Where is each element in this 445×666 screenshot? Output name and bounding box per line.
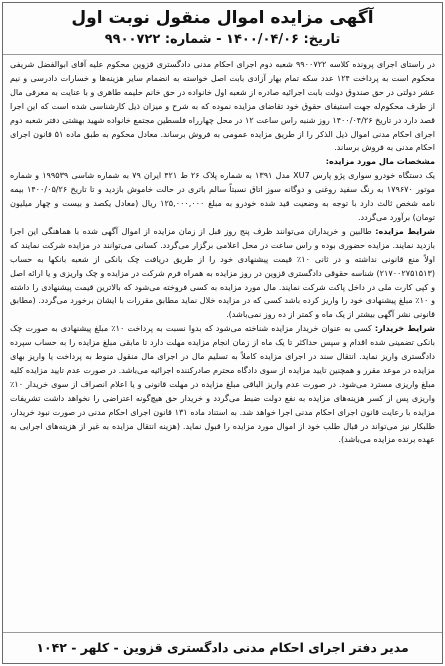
notice-footer-signature: مدیر دفتر اجرای احکام مدنی دادگستری قزوین - کلهر - ۱۰۴۲ [3, 632, 442, 663]
notice-title: آگهی مزایده اموال منقول نوبت اول [71, 8, 374, 28]
conditions-heading: شرایط مزایده: [375, 225, 436, 236]
buyer-text: کسی به عنوان خریدار مزایده شناخته می‌شود که بدوا نسبت به پرداخت ۱۰٪ مبلغ پیشنهادی به صورت چک بانکی تضمینی شده اقدام و سپس حداکثر تا یک ماه از زمان انجام مزایده مهلت دارد تا مابقی مبلغ مزایده را به حساب سپرده دادگستری واریز نماید. انتقال سند در اجرای مزایده کاملاً به تسلیم مال در اجرای مال منقول منوط به پرداخت یا واریز بهای مزایده در موعد مقرر و همچنین تایید مزایده از سوی دادگاه محترم صادرکننده اجرائیه می‌باشد. در صورت عدم تایید مزایده کلیه مبلغ واریزی مسترد می‌شود. در صورت عدم واریز الباقی مبلغ مزایده در مهلت قانونی و یا اعلام انصراف از سوی خریدار ۱۰٪ واریزی پس از کسر هزینه‌های مزایده به نفع دولت ضبط می‌گردد و خریدار حق هیچ‌گونه اعتراضی را نخواهد داشت تشریفات مزایده با رعایت قانون اجرای احکام مدنی اجرا خواهد شد. به استناد ماده ۱۳۱ قانون اجرای احکام مدنی در صورت نبود خریدار، طلبکار نیز می‌تواند در قبال طلب خود از اموال مورد مزایده را قبول نماید. (هزینه انتقال مزایده به غیر از هزینه‌های اجرایی به عهده برنده مزایده می‌باشد). [10, 323, 435, 445]
notice-body [3, 55, 442, 633]
buyer-paragraph [10, 322, 435, 447]
conditions-paragraph [10, 225, 435, 322]
notice-header [3, 3, 442, 55]
buyer-heading: شرایط خریدار: [374, 323, 435, 334]
property-paragraph: یک دستگاه خودرو سواری پژو پارس XU7 مدل ۱۳۹۱ به شماره پلاک ۲۶ ط ۴۲۱ ایران ۷۹ به شماره شاسی ۱۹۹۵۳۹ و شماره موتور ۱۷۹۶۷۰ به رنگ سفید روغنی و دوگانه سوز اتاق نسبتاً سالم باتری در حالت خاموش بازدید و تا تاریخ ۱۴۰۰/۰۵/۲۶ بیمه نامه شخص ثالث دارد با توجه به وضعیت قید شده خودرو به مبلغ ۱۲۵,۰۰۰,۰۰۰ ریال (معادل یکصد و بیست و چهار میلیون تومان) برآورد می‌گردد. [10, 170, 436, 222]
notice-page [2, 2, 443, 664]
property-heading: مشخصات مال مورد مزایده: [325, 156, 435, 167]
intro-paragraph: در راستای اجرای پرونده کلاسه ۹۹۰۰۷۲۲ شعبه دوم اجرای احکام مدنی دادگستری قزوین محکوم علیه آقای ابوالفضل شریفی محکوم است به پرداخت ۱۲۴ عدد سکه تمام بهار آزادی بابت اصل خواسته به انضمام سایر هزینه‌ها و خسارات دادرسی و نیم عشر دولتی در حق صندوق دولت بابت اجرائیه صادره از شعبه اول خانواده در حق خانم حلیمه طاهری و با عنایت به معرفی مال از طرف محکوم‌له جهت استیفای حقوق خود تقاضای مزایده نموده که به شرح و میزان ذیل کارشناسی شده است که این اجرا قصد دارد در تاریخ ۱۴۰۰/۰۴/۲۶ روز شنبه راس ساعت ۱۲ در محل چهارراه فلسطین مجتمع خانواده شهید بهشتی دفتر شعبه دوم اجرای احکام مدنی اموال ذیل الذکر را از طریق مزایده عمومی به فروش برساند. معادل محکوم به طبق ماده ۵۱ قانون اجرای احکام مدنی به فروش برساند. [9, 59, 435, 153]
conditions-text: طالبین و خریداران می‌توانند ظرف پنج روز قبل از زمان مزایده از اموال آگهی شده با هماهنگی این اجرا بازدید نمایند. مزایده حضوری بوده و راس ساعت در محل اعلامی برگزار می‌گردد. کسانی می‌توانند در مزایده شرکت نمایند که اولاً منع قانونی نداشته و در ثانی ۱۰٪ قیمت پیشنهادی خود را از طریق دریافت چک بانکی از شعبه بانکها به حساب (۲۱۷۰۰۲۷۵۱۵۱۳) شناسه حقوقی دادگستری قزوین در روز مزایده به همراه فرم شرکت در مزایده و چک واریزی و یا ارائه اصل و کپی کارت ملی در داخل پاکت شرکت نمایند. مال مورد مزایده به کسی فروخته می‌شود که بالاترین قیمت پیشنهادی را داشته و ۱۰٪ مبلغ پیشنهادی خود را واریز کرده باشد کسی که در مزایده خلال نماید مطابق مقررات با ایشان برخورد می‌گردد. (مطابق قانونی نشر آگهی بیشتر از یک ماه و کمتر از ده روز نمی‌باشد). [10, 225, 435, 320]
notice-date-number: تاریخ: ۱۴۰۰/۰۴/۰۶ - شماره: ۹۹۰۰۷۲۲ [104, 32, 341, 47]
